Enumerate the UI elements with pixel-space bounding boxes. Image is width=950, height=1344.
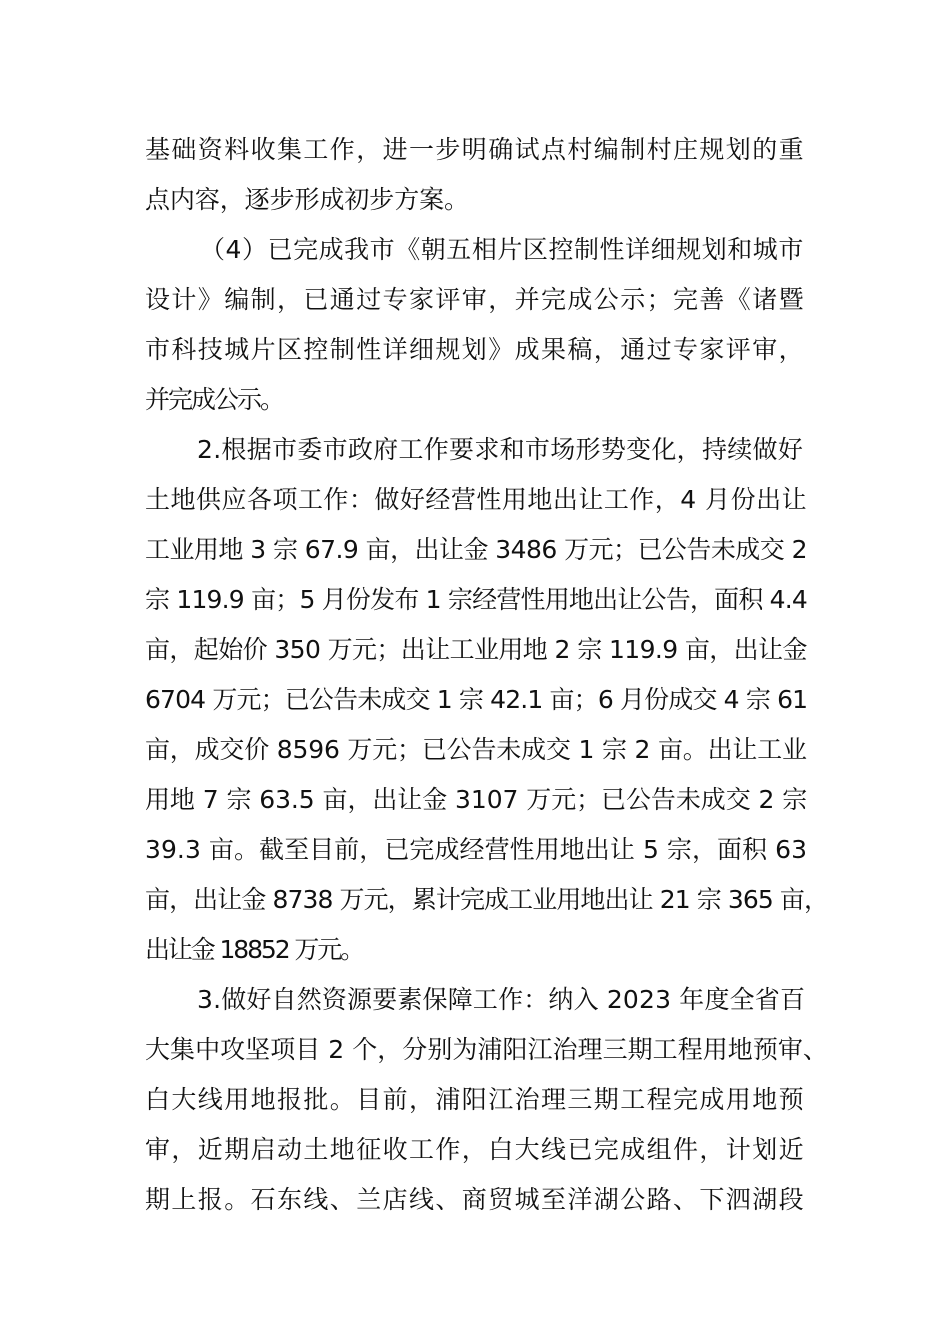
text-line: 白大线用地报批。目前，浦阳江治理三期工程完成用地预 <box>145 1085 806 1114</box>
text-line: 用地 7 宗 63.5 亩，出让金 3107 万元；已公告未成交 2 宗 <box>145 785 808 814</box>
text-line: 6704 万元；已公告未成交 1 宗 42.1 亩；6 月份成交 4 宗 61 <box>145 685 808 714</box>
text-line: 大集中攻坚项目 2 个，分别为浦阳江治理三期工程用地预审、 <box>145 1035 828 1064</box>
text-line: 市科技城片区控制性详细规划》成果稿，通过专家评审， <box>145 335 806 364</box>
text-line: （4）已完成我市《朝五相片区控制性详细规划和城市 <box>200 235 804 264</box>
text-line: 亩，成交价 8596 万元；已公告未成交 1 宗 2 亩。出让工业 <box>145 735 807 764</box>
text-line: 出让金 18852 万元。 <box>145 935 363 964</box>
text-line: 宗 119.9 亩；5 月份发布 1 宗经营性用地出让公告，面积 4.4 <box>145 585 808 614</box>
text-line: 39.3 亩。截至目前，已完成经营性用地出让 5 宗，面积 63 <box>145 835 808 864</box>
text-line: 3.做好自然资源要素保障工作：纳入 2023 年度全省百 <box>197 985 806 1014</box>
text-line: 亩，起始价 350 万元；出让工业用地 2 宗 119.9 亩，出让金 <box>145 635 807 664</box>
text-line: 2.根据市委市政府工作要求和市场形势变化，持续做好 <box>197 435 804 464</box>
text-line: 土地供应各项工作：做好经营性用地出让工作，4 月份出让 <box>145 485 808 514</box>
text-line: 并完成公示。 <box>145 385 284 414</box>
text-line: 设计》编制，已通过专家评审，并完成公示；完善《诸暨 <box>145 285 806 314</box>
text-line: 审，近期启动土地征收工作，白大线已完成组件，计划近 <box>145 1135 806 1164</box>
text-line: 工业用地 3 宗 67.9 亩，出让金 3486 万元；已公告未成交 2 <box>145 535 807 564</box>
text-line: 基础资料收集工作，进一步明确试点村编制村庄规划的重 <box>145 135 806 164</box>
text-line: 点内容，逐步形成初步方案。 <box>145 185 469 214</box>
text-line: 亩，出让金 8738 万元，累计完成工业用地出让 21 宗 365 亩， <box>145 885 829 914</box>
text-line: 期上报。石东线、兰店线、商贸城至洋湖公路、下泗湖段 <box>145 1185 806 1214</box>
